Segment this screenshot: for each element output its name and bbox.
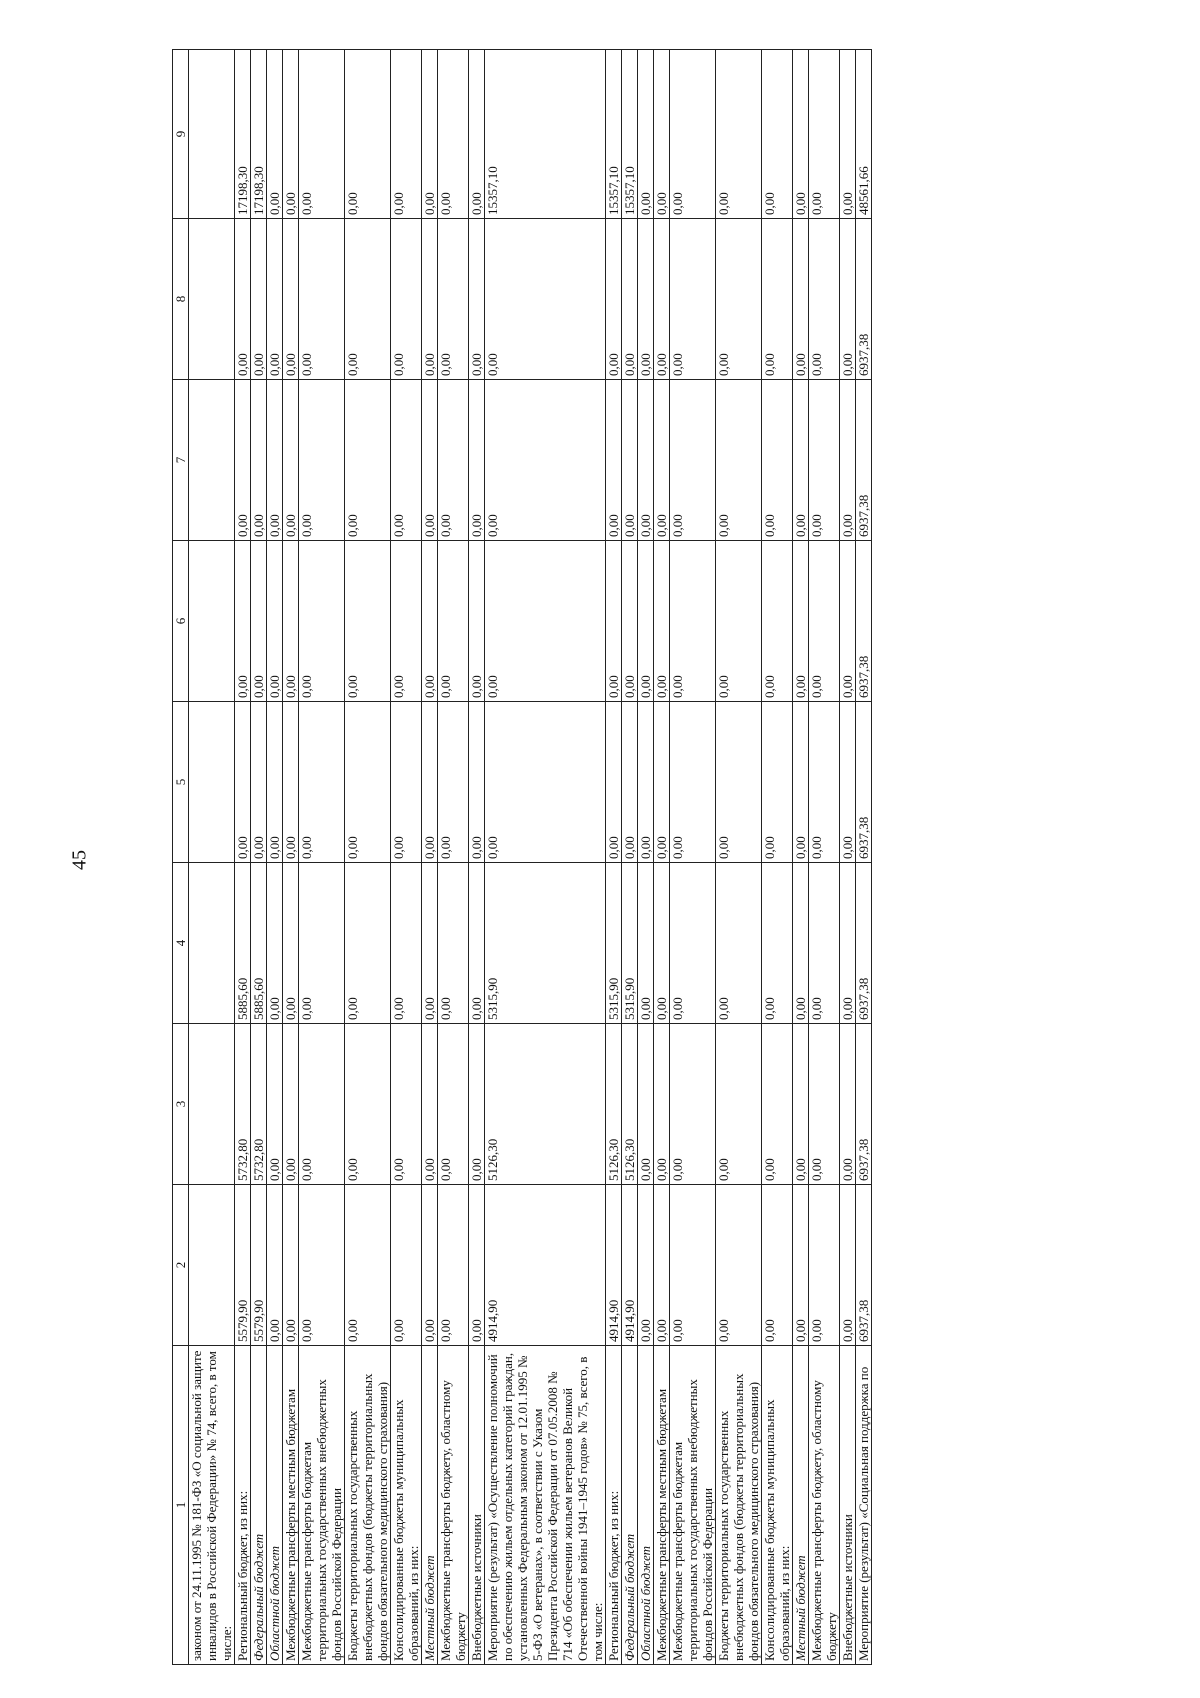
value-cell: 0,00	[793, 1024, 809, 1185]
value-cell: 0,00	[438, 1185, 469, 1346]
value-cell: 0,00	[654, 219, 670, 380]
value-cell: 0,00	[670, 50, 716, 219]
value-cell: 0,00	[793, 1185, 809, 1346]
table-row	[251, 50, 267, 1665]
value-cell: 0,00	[283, 50, 299, 219]
table-row	[422, 50, 438, 1665]
value-cell: 0,00	[391, 541, 422, 702]
value-cell: 0,00	[654, 702, 670, 863]
value-cell: 0,00	[793, 863, 809, 1024]
value-cell: 0,00	[299, 863, 345, 1024]
row-label: Местный бюджет	[422, 1346, 438, 1665]
value-cell: 0,00	[485, 380, 606, 541]
value-cell: 4914,90	[485, 1185, 606, 1346]
table-row	[283, 50, 299, 1665]
value-cell: 0,00	[606, 380, 622, 541]
value-cell: 0,00	[391, 702, 422, 863]
value-cell: 0,00	[762, 380, 793, 541]
value-cell: 0,00	[422, 541, 438, 702]
table-row	[840, 50, 856, 1665]
value-cell: 0,00	[267, 702, 283, 863]
value-cell: 0,00	[638, 1185, 654, 1346]
value-cell: 0,00	[638, 541, 654, 702]
row-label: Консолидированные бюджеты муниципальных образований, из них:	[762, 1346, 793, 1665]
table-row	[638, 50, 654, 1665]
header-row	[173, 50, 189, 1665]
value-cell: 0,00	[485, 702, 606, 863]
value-cell: 0,00	[840, 863, 856, 1024]
value-cell: 0,00	[840, 50, 856, 219]
value-cell: 0,00	[809, 1024, 840, 1185]
value-cell: 17198,30	[251, 50, 267, 219]
value-cell: 0,00	[469, 863, 485, 1024]
value-cell	[189, 702, 235, 863]
value-cell: 0,00	[622, 702, 638, 863]
value-cell: 0,00	[235, 380, 251, 541]
value-cell: 0,00	[438, 863, 469, 1024]
value-cell: 0,00	[762, 1024, 793, 1185]
value-cell	[189, 541, 235, 702]
row-label: Федеральный бюджет	[622, 1346, 638, 1665]
value-cell: 5126,30	[606, 1024, 622, 1185]
value-cell: 15357,10	[622, 50, 638, 219]
row-label: Межбюджетные трансферты бюджетам территориальных государственных внебюджетных фондов Российской Федерации	[670, 1346, 716, 1665]
column-header: 2	[173, 1185, 189, 1346]
value-cell: 5885,60	[235, 863, 251, 1024]
value-cell: 0,00	[283, 219, 299, 380]
value-cell: 0,00	[299, 1185, 345, 1346]
value-cell: 6937,38	[856, 863, 872, 1024]
value-cell: 0,00	[638, 1024, 654, 1185]
page-number: 45	[68, 850, 91, 870]
value-cell: 0,00	[670, 541, 716, 702]
value-cell	[189, 50, 235, 219]
value-cell: 0,00	[235, 219, 251, 380]
value-cell: 0,00	[762, 541, 793, 702]
value-cell: 6937,38	[856, 1185, 872, 1346]
column-header: 4	[173, 863, 189, 1024]
value-cell: 5885,60	[251, 863, 267, 1024]
value-cell: 6937,38	[856, 380, 872, 541]
row-label: Бюджеты территориальных государственных внебюджетных фондов (бюджеты территориальных фондов обязательного медицинского страхования)	[345, 1346, 391, 1665]
value-cell: 0,00	[267, 219, 283, 380]
row-label: Мероприятие (результат) «Осуществление полномочий по обеспечению жильем отдельных категорий граждан, установленных Федеральным законом от 12.01.1995 № 5-ФЗ «О ветеранах», в соответствии с Указом Президента Российской Федерации от 07.05.2008 № 714 «Об обеспечении жильем ветеранов Великой Отечественной войны 1941–1945 годов» № 75, всего, в том числе:	[485, 1346, 606, 1665]
row-label: Межбюджетные трансферты местным бюджетам	[654, 1346, 670, 1665]
value-cell: 0,00	[251, 380, 267, 541]
value-cell: 5732,80	[235, 1024, 251, 1185]
value-cell: 0,00	[283, 380, 299, 541]
value-cell	[189, 1185, 235, 1346]
value-cell: 0,00	[267, 863, 283, 1024]
row-label: Местный бюджет	[793, 1346, 809, 1665]
value-cell: 6937,38	[856, 702, 872, 863]
value-cell: 0,00	[299, 380, 345, 541]
value-cell: 6937,38	[856, 1024, 872, 1185]
table-row	[485, 50, 606, 1665]
value-cell: 5579,90	[251, 1185, 267, 1346]
value-cell: 0,00	[762, 863, 793, 1024]
column-header: 6	[173, 541, 189, 702]
value-cell: 0,00	[469, 219, 485, 380]
value-cell: 0,00	[716, 380, 762, 541]
value-cell: 0,00	[391, 1185, 422, 1346]
value-cell: 0,00	[299, 1024, 345, 1185]
value-cell: 5315,90	[622, 863, 638, 1024]
value-cell: 0,00	[438, 702, 469, 863]
value-cell: 0,00	[299, 219, 345, 380]
value-cell: 0,00	[299, 50, 345, 219]
rotated-table-container	[172, 115, 1112, 1665]
value-cell: 0,00	[345, 380, 391, 541]
value-cell: 0,00	[606, 541, 622, 702]
value-cell: 0,00	[670, 702, 716, 863]
table-row	[809, 50, 840, 1665]
value-cell: 0,00	[422, 702, 438, 863]
value-cell: 0,00	[345, 1185, 391, 1346]
value-cell: 0,00	[809, 380, 840, 541]
value-cell: 0,00	[809, 1185, 840, 1346]
value-cell: 0,00	[267, 1024, 283, 1185]
value-cell: 0,00	[654, 380, 670, 541]
value-cell: 0,00	[345, 50, 391, 219]
value-cell: 0,00	[622, 541, 638, 702]
value-cell: 0,00	[469, 380, 485, 541]
value-cell: 0,00	[840, 1024, 856, 1185]
value-cell: 0,00	[251, 219, 267, 380]
value-cell: 0,00	[345, 219, 391, 380]
value-cell: 0,00	[267, 541, 283, 702]
value-cell: 0,00	[469, 50, 485, 219]
value-cell: 0,00	[391, 219, 422, 380]
value-cell: 0,00	[469, 702, 485, 863]
value-cell: 0,00	[638, 863, 654, 1024]
value-cell: 0,00	[469, 1024, 485, 1185]
table-row	[391, 50, 422, 1665]
value-cell: 17198,30	[235, 50, 251, 219]
value-cell: 0,00	[299, 541, 345, 702]
value-cell: 0,00	[438, 50, 469, 219]
value-cell: 0,00	[840, 219, 856, 380]
value-cell: 0,00	[793, 380, 809, 541]
value-cell: 5126,30	[622, 1024, 638, 1185]
budget-table	[172, 49, 872, 1665]
value-cell: 0,00	[391, 863, 422, 1024]
column-header: 9	[173, 50, 189, 219]
column-header: 8	[173, 219, 189, 380]
value-cell: 0,00	[345, 863, 391, 1024]
table-row	[762, 50, 793, 1665]
value-cell	[189, 863, 235, 1024]
value-cell: 0,00	[391, 380, 422, 541]
value-cell: 0,00	[622, 219, 638, 380]
value-cell: 0,00	[267, 380, 283, 541]
value-cell: 0,00	[840, 380, 856, 541]
value-cell: 0,00	[422, 380, 438, 541]
row-label: Межбюджетные трансферты бюджету, областному бюджету	[809, 1346, 840, 1665]
value-cell: 0,00	[654, 50, 670, 219]
value-cell: 4914,90	[606, 1185, 622, 1346]
value-cell: 0,00	[606, 702, 622, 863]
value-cell: 5315,90	[606, 863, 622, 1024]
value-cell: 0,00	[345, 702, 391, 863]
value-cell: 0,00	[391, 1024, 422, 1185]
value-cell: 0,00	[622, 380, 638, 541]
value-cell: 0,00	[469, 1185, 485, 1346]
value-cell: 0,00	[670, 219, 716, 380]
value-cell: 0,00	[638, 219, 654, 380]
row-label: Региональный бюджет, из них:	[235, 1346, 251, 1665]
table-row	[299, 50, 345, 1665]
value-cell: 5579,90	[235, 1185, 251, 1346]
value-cell: 0,00	[267, 50, 283, 219]
table-row	[235, 50, 251, 1665]
value-cell: 0,00	[485, 219, 606, 380]
value-cell: 0,00	[283, 702, 299, 863]
table-row	[189, 50, 235, 1665]
value-cell: 0,00	[793, 50, 809, 219]
value-cell: 0,00	[793, 702, 809, 863]
value-cell: 0,00	[283, 541, 299, 702]
value-cell: 0,00	[716, 702, 762, 863]
value-cell: 4914,90	[622, 1185, 638, 1346]
table-body	[189, 50, 872, 1665]
value-cell: 0,00	[670, 863, 716, 1024]
value-cell: 15357,10	[606, 50, 622, 219]
value-cell: 0,00	[283, 1185, 299, 1346]
value-cell: 0,00	[762, 702, 793, 863]
value-cell: 0,00	[345, 1024, 391, 1185]
value-cell: 0,00	[716, 1024, 762, 1185]
value-cell: 0,00	[809, 219, 840, 380]
row-label: Областной бюджет	[638, 1346, 654, 1665]
table-row	[670, 50, 716, 1665]
table-row	[716, 50, 762, 1665]
value-cell: 0,00	[638, 702, 654, 863]
table-row	[469, 50, 485, 1665]
value-cell	[189, 1024, 235, 1185]
row-label: Внебюджетные источники	[840, 1346, 856, 1665]
column-header: 5	[173, 702, 189, 863]
value-cell: 0,00	[716, 50, 762, 219]
value-cell: 0,00	[235, 541, 251, 702]
table-row	[856, 50, 872, 1665]
value-cell: 0,00	[251, 702, 267, 863]
row-label: Межбюджетные трансферты бюджету, областному бюджету	[438, 1346, 469, 1665]
value-cell: 0,00	[422, 1185, 438, 1346]
value-cell: 6937,38	[856, 541, 872, 702]
value-cell: 0,00	[762, 50, 793, 219]
value-cell: 0,00	[438, 1024, 469, 1185]
value-cell: 0,00	[809, 863, 840, 1024]
value-cell: 0,00	[716, 219, 762, 380]
value-cell: 0,00	[654, 1024, 670, 1185]
value-cell: 0,00	[762, 1185, 793, 1346]
value-cell: 0,00	[670, 1024, 716, 1185]
value-cell: 0,00	[283, 1024, 299, 1185]
value-cell: 0,00	[638, 50, 654, 219]
row-label: законом от 24.11.1995 № 181-ФЗ «О социальной защите инвалидов в Российской Федерации» № 74, всего, в том числе:	[189, 1346, 235, 1665]
value-cell: 0,00	[793, 219, 809, 380]
value-cell: 0,00	[251, 541, 267, 702]
value-cell: 0,00	[299, 702, 345, 863]
table-row	[622, 50, 638, 1665]
value-cell: 5732,80	[251, 1024, 267, 1185]
value-cell: 6937,38	[856, 219, 872, 380]
row-label: Федеральный бюджет	[251, 1346, 267, 1665]
value-cell: 0,00	[840, 702, 856, 863]
value-cell: 5126,30	[485, 1024, 606, 1185]
value-cell: 0,00	[840, 541, 856, 702]
value-cell	[189, 380, 235, 541]
value-cell: 0,00	[606, 219, 622, 380]
value-cell: 0,00	[654, 1185, 670, 1346]
row-label: Областной бюджет	[267, 1346, 283, 1665]
value-cell: 0,00	[422, 50, 438, 219]
value-cell: 0,00	[485, 541, 606, 702]
value-cell: 0,00	[654, 541, 670, 702]
column-header: 1	[173, 1346, 189, 1665]
row-label: Межбюджетные трансферты местным бюджетам	[283, 1346, 299, 1665]
value-cell: 0,00	[654, 863, 670, 1024]
value-cell: 0,00	[716, 863, 762, 1024]
table-row	[793, 50, 809, 1665]
value-cell: 0,00	[809, 702, 840, 863]
value-cell: 0,00	[345, 541, 391, 702]
value-cell: 0,00	[235, 702, 251, 863]
value-cell: 0,00	[267, 1185, 283, 1346]
value-cell	[189, 219, 235, 380]
column-header: 7	[173, 380, 189, 541]
value-cell: 0,00	[283, 863, 299, 1024]
column-header: 3	[173, 1024, 189, 1185]
value-cell: 0,00	[670, 380, 716, 541]
row-label: Мероприятие (результат) «Социальная поддержка по	[856, 1346, 872, 1665]
value-cell: 0,00	[716, 1185, 762, 1346]
value-cell: 0,00	[422, 219, 438, 380]
table-row	[654, 50, 670, 1665]
row-label: Бюджеты территориальных государственных внебюджетных фондов (бюджеты территориальных фондов обязательного медицинского страхования)	[716, 1346, 762, 1665]
table-row	[438, 50, 469, 1665]
table-row	[606, 50, 622, 1665]
value-cell: 0,00	[469, 541, 485, 702]
value-cell: 0,00	[670, 1185, 716, 1346]
row-label: Региональный бюджет, из них:	[606, 1346, 622, 1665]
value-cell: 0,00	[793, 541, 809, 702]
value-cell: 0,00	[762, 219, 793, 380]
table-row	[345, 50, 391, 1665]
table-row	[267, 50, 283, 1665]
value-cell: 15357,10	[485, 50, 606, 219]
value-cell: 0,00	[438, 541, 469, 702]
value-cell: 0,00	[422, 863, 438, 1024]
row-label: Межбюджетные трансферты бюджетам территориальных государственных внебюджетных фондов Российской Федерации	[299, 1346, 345, 1665]
value-cell: 5315,90	[485, 863, 606, 1024]
value-cell: 0,00	[840, 1185, 856, 1346]
value-cell: 0,00	[809, 541, 840, 702]
row-label: Консолидированные бюджеты муниципальных образований, из них:	[391, 1346, 422, 1665]
value-cell: 0,00	[809, 50, 840, 219]
row-label: Внебюджетные источники	[469, 1346, 485, 1665]
value-cell: 0,00	[438, 219, 469, 380]
value-cell: 0,00	[438, 380, 469, 541]
value-cell: 48561,66	[856, 50, 872, 219]
value-cell: 0,00	[638, 380, 654, 541]
value-cell: 0,00	[391, 50, 422, 219]
value-cell: 0,00	[422, 1024, 438, 1185]
value-cell: 0,00	[716, 541, 762, 702]
